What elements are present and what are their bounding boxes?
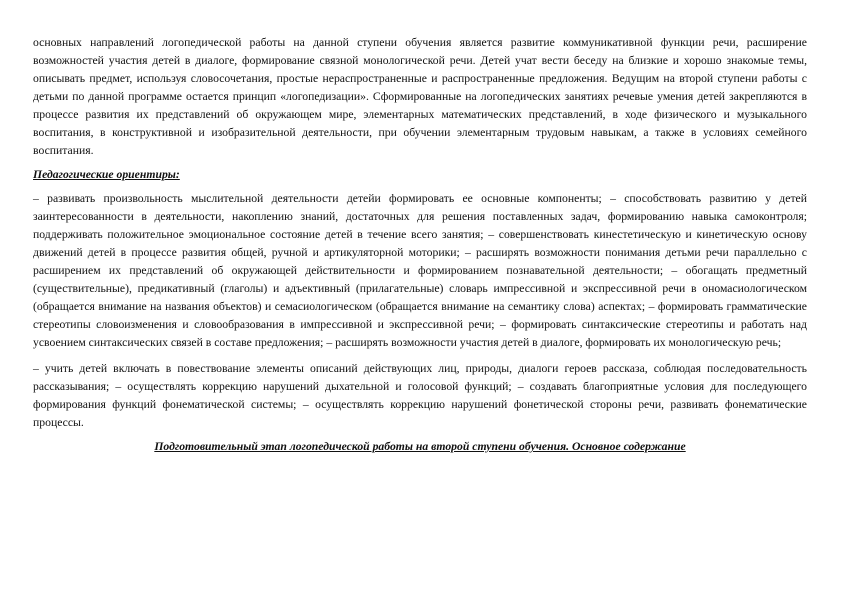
paragraph-guidelines-continued: – учить детей включать в повествование элементы описаний действующих лиц, природы, диалоги героев рассказа, соблюдая последовательность рассказывания; – осуществлять коррекцию нарушений дыхательной и голосовой функций; – создавать благоприятные условия для последующего формирования функций фонематической системы; – осуществлять коррекцию нарушений фонетической стороны речи, развивать фонематические процессы. [33, 362, 807, 429]
paragraph-intro: основных направлений логопедической работы на данной ступени обучения является развитие коммуникативной функции речи, расширение возможностей участия детей в диалоге, формирование связной монологической речи. Детей учат вести беседу на близкие и хорошо знакомые темы, описывать предмет, используя словосочетания, простые нераспространенные и распространенные предложения. Ведущим на второй ступени работы с детьми по данной программе остается принцип «логопедизации». Сформированные на логопедических занятиях речевые умения детей закрепляются в процессе развития их представлений об окружающем мире, элементарных математических представлений, в ходе физического и музыкального воспитания, в конструктивной и изобразительной деятельности, при обучении элементарным трудовым навыкам, а также в условиях семейного воспитания. [33, 36, 807, 157]
section-title-preparatory-stage: Подготовительный этап логопедической работы на второй ступени обучения. Основное содержание [154, 440, 686, 453]
section-heading-pedagogical-guidelines: Педагогические ориентиры: [33, 168, 180, 181]
paragraph-guidelines: – развивать произвольность мыслительной деятельности детейи формировать ее основные компоненты; – способствовать развитию у детей заинтересованности в деятельности, накоплению знаний, достаточных для решения поставленных задач, формированию навыка самоконтроля; поддерживать положительное эмоциональное состояние детей в течение всего занятия; – совершенствовать кинестетическую и кинетическую основу движений детей в процессе развития общей, ручной и артикуляторной моторики; – расширять возможности понимания детьми речи параллельно с расширением их представлений об окружающей действительности и формированием познавательной деятельности; – обогащать предметный (существительные), предикативный (глаголы) и адъективный (прилагательные) словарь импрессивной и экспрессивной речи в ономасиологическом (обращается внимание на названия объектов) и семасиологическом (обращается внимание на семантику слова) аспектах; – формировать грамматические стереотипы словоизменения и словообразования в импрессивной и экспрессивной речи; – формировать синтаксические стереотипы и работать над усвоением синтаксических связей в составе предложения; – расширять возможности участия детей в диалоге, формировать их монологическую речь; [33, 192, 807, 349]
document-page [33, 34, 807, 456]
